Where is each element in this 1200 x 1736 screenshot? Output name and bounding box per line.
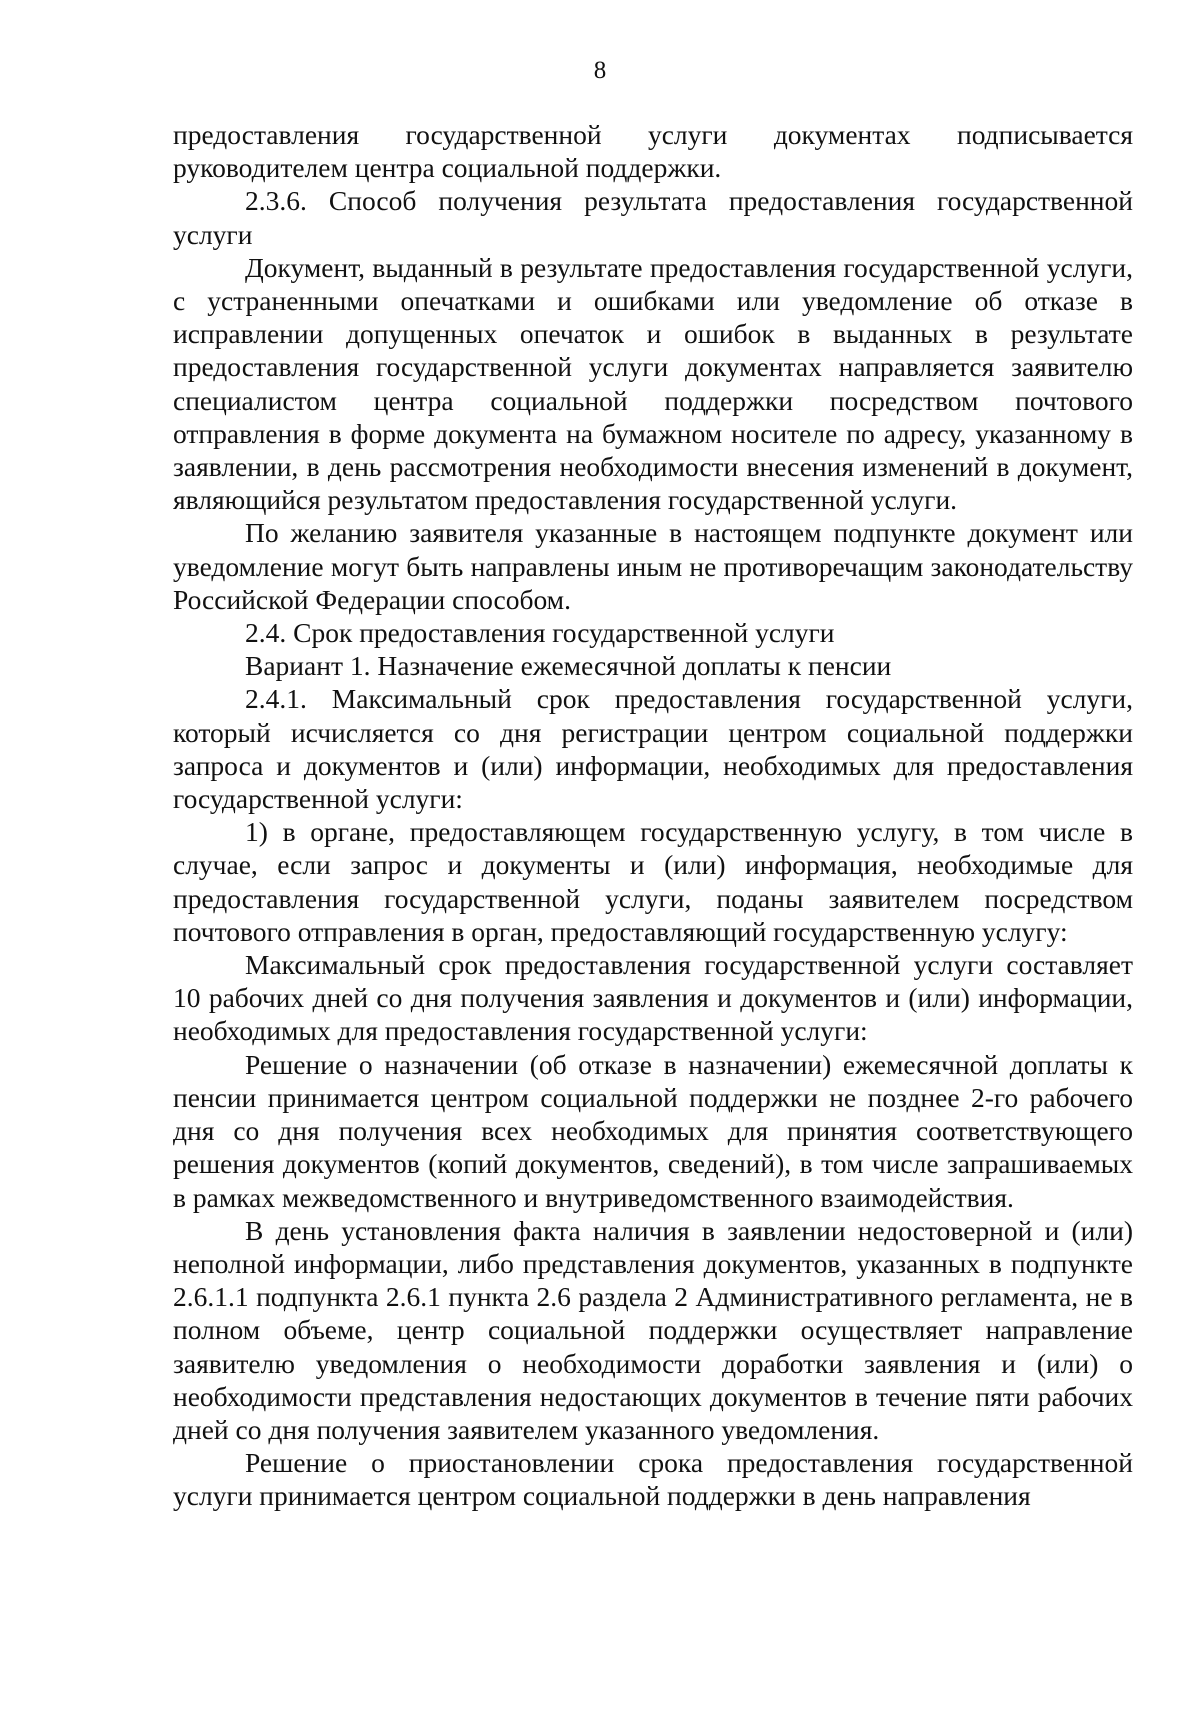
- paragraph: Решение о назначении (об отказе в назначении) ежемесячной доплаты к пенсии принимается центром социальной поддержки не позднее 2-го рабочего дня со дня получения всех необходимых для принятия соответствующего решения документов (копий документов, сведений), в том числе запрашиваемых в рамках межведомственного и внутриведомственного взаимодействия.: [173, 1048, 1133, 1213]
- paragraph: Решение о приостановлении срока предоставления государственной услуги принимается центром социальной поддержки в день направления: [173, 1447, 1133, 1512]
- section-heading-2-3-6: 2.3.6. Способ получения результата предоставления государственной услуги: [173, 185, 1133, 250]
- page-number: 8: [593, 57, 607, 84]
- paragraph: В день установления факта наличия в заявлении недостоверной и (или) неполной информации, либо представления документов, указанных в подпункте 2.6.1.1 подпункта 2.6.1 пункта 2.6 раздела 2 Административного регламента, не в полном объеме, центр социальной поддержки осуществляет направление заявителю уведомления о необходимости доработки заявления и (или) о необходимости представления недостающих документов в течение пяти рабочих дней со дня получения заявителем указанного уведомления.: [173, 1214, 1133, 1445]
- paragraph: По желанию заявителя указанные в настоящем подпункте документ или уведомление могут быть направлены иным не противоречащим законодательству Российской Федерации способом.: [173, 517, 1133, 615]
- paragraph: 2.4.1. Максимальный срок предоставления государственной услуги, который исчисляется со дня регистрации центром социальной поддержки запроса и документов и (или) информации, необходимых для предоставления государственной услуги:: [173, 683, 1133, 815]
- section-heading-2-4: 2.4. Срок предоставления государственной услуги: [245, 617, 835, 649]
- document-body: [173, 118, 1133, 1513]
- paragraph: Документ, выданный в результате предоставления государственной услуги, с устраненными опечатками и ошибками или уведомление об отказе в исправлении допущенных опечаток и ошибок в выданных в результате предоставления государственной услуги документах направляется заявителю специалистом центра социальной поддержки посредством почтового отправления в форме документа на бумажном носителе по адресу, указанному в заявлении, в день рассмотрения необходимости внесения изменений в документ, являющийся результатом предоставления государственной услуги.: [173, 251, 1133, 516]
- list-item: 1) в органе, предоставляющем государственную услугу, в том числе в случае, если запрос и документы и (или) информация, необходимые для предоставления государственной услуги, поданы заявителем посредством почтового отправления в орган, предоставляющий государственную услугу:: [173, 816, 1133, 947]
- paragraph-continuation: предоставления государственной услуги документах подписывается руководителем центра социальной поддержки.: [173, 119, 1133, 184]
- paragraph: Максимальный срок предоставления государственной услуги составляет 10 рабочих дней со дня получения заявления и документов и (или) информации, необходимых для предоставления государственной услуги:: [173, 949, 1133, 1047]
- variant-heading: Вариант 1. Назначение ежемесячной доплаты к пенсии: [245, 650, 892, 682]
